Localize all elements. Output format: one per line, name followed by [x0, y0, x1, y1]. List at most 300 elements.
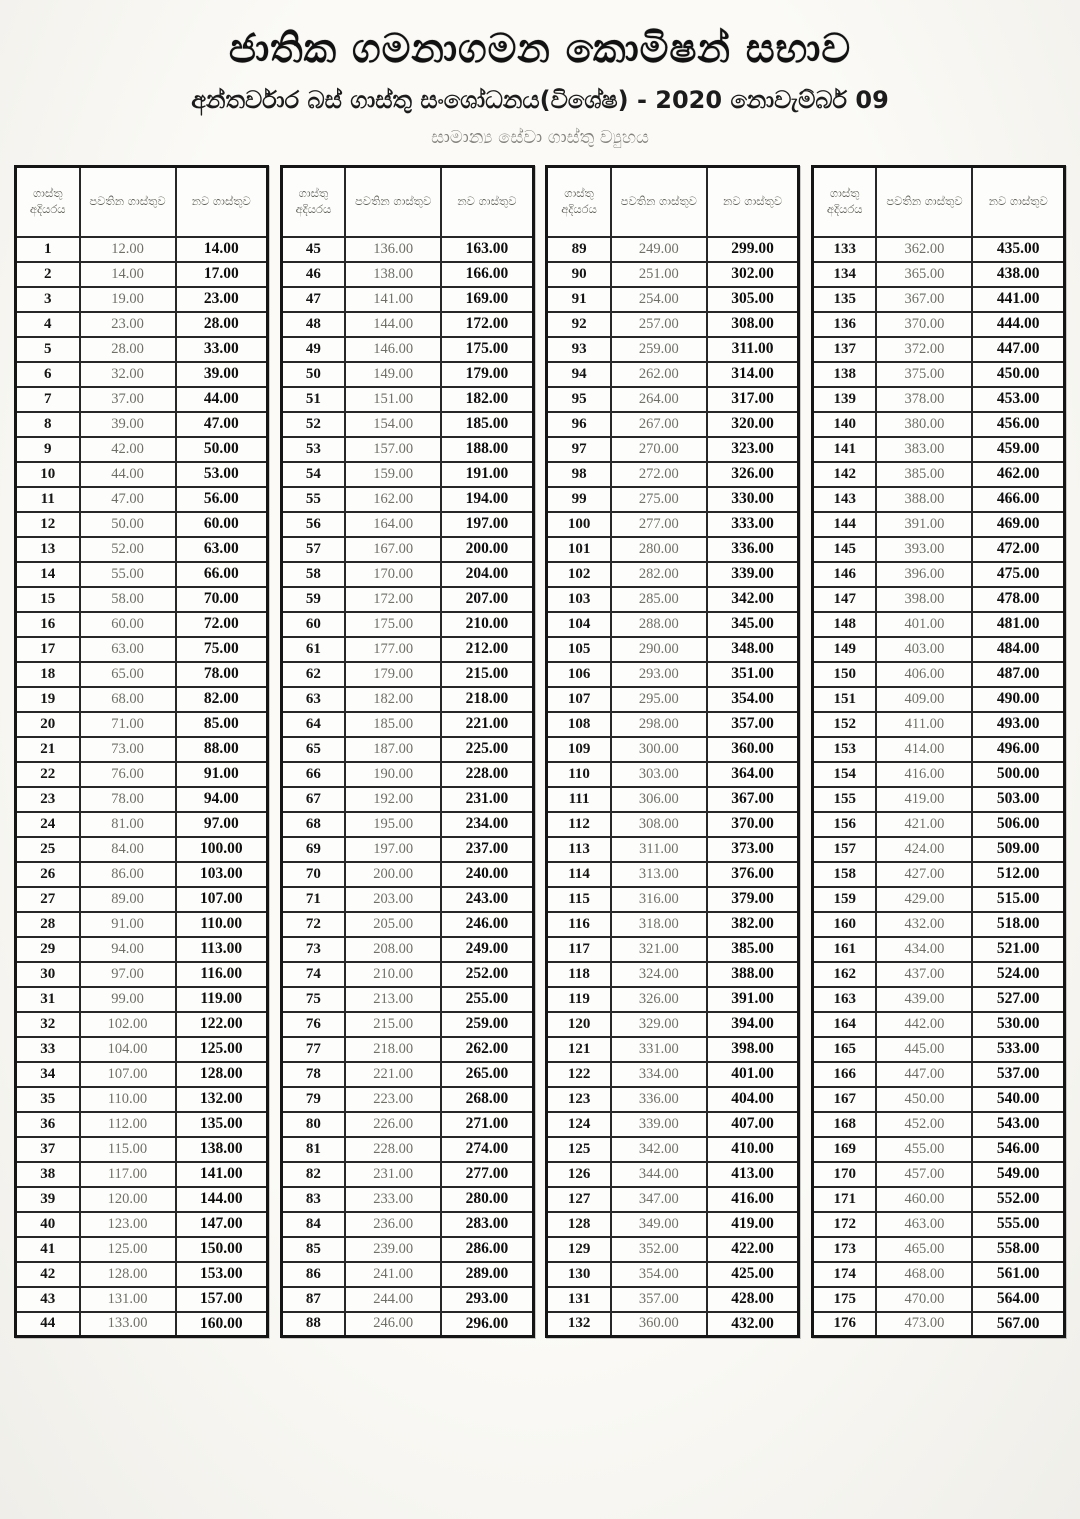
- table-row: [812, 1212, 1064, 1237]
- table-row: [547, 762, 799, 787]
- current-fare-cell: 445.00: [876, 1037, 972, 1062]
- current-fare-cell: 311.00: [611, 837, 707, 862]
- current-fare-cell: 367.00: [876, 287, 972, 312]
- table-row: [547, 1262, 799, 1287]
- new-fare-cell: 453.00: [972, 387, 1064, 412]
- stage-cell: 65: [281, 737, 345, 762]
- new-fare-cell: 157.00: [176, 1287, 268, 1312]
- new-fare-cell: 119.00: [176, 987, 268, 1012]
- stage-cell: 21: [16, 737, 80, 762]
- new-fare-cell: 410.00: [707, 1137, 799, 1162]
- table-row: [547, 1112, 799, 1137]
- table-row: [16, 612, 268, 637]
- current-fare-cell: 298.00: [611, 712, 707, 737]
- table-row: [281, 462, 533, 487]
- current-fare-cell: 396.00: [876, 562, 972, 587]
- stage-cell: 112: [547, 812, 611, 837]
- new-fare-cell: 191.00: [441, 462, 533, 487]
- current-fare-cell: 233.00: [345, 1187, 441, 1212]
- new-fare-cell: 179.00: [441, 362, 533, 387]
- table-row: [812, 712, 1064, 737]
- new-fare-cell: 305.00: [707, 287, 799, 312]
- new-fare-cell: 249.00: [441, 937, 533, 962]
- stage-cell: 91: [547, 287, 611, 312]
- new-fare-cell: 53.00: [176, 462, 268, 487]
- table-row: [16, 987, 268, 1012]
- current-fare-cell: 55.00: [80, 562, 176, 587]
- current-fare-cell: 125.00: [80, 1237, 176, 1262]
- table-row: [812, 1287, 1064, 1312]
- stage-cell: 153: [812, 737, 876, 762]
- table-row: [812, 237, 1064, 262]
- stage-cell: 125: [547, 1137, 611, 1162]
- new-fare-cell: 385.00: [707, 937, 799, 962]
- current-fare-cell: 102.00: [80, 1012, 176, 1037]
- stage-cell: 156: [812, 812, 876, 837]
- current-fare-cell: 463.00: [876, 1212, 972, 1237]
- new-fare-cell: 487.00: [972, 662, 1064, 687]
- table-row: [547, 937, 799, 962]
- new-fare-cell: 354.00: [707, 687, 799, 712]
- current-fare-cell: 339.00: [611, 1112, 707, 1137]
- stage-cell: 171: [812, 1187, 876, 1212]
- current-fare-cell: 411.00: [876, 712, 972, 737]
- table-row: [547, 712, 799, 737]
- stage-cell: 120: [547, 1012, 611, 1037]
- table-row: [812, 312, 1064, 337]
- new-fare-cell: 234.00: [441, 812, 533, 837]
- table-row: [281, 1312, 533, 1337]
- current-fare-cell: 58.00: [80, 587, 176, 612]
- new-fare-cell: 252.00: [441, 962, 533, 987]
- current-fare-cell: 167.00: [345, 537, 441, 562]
- stage-cell: 161: [812, 937, 876, 962]
- new-fare-cell: 472.00: [972, 537, 1064, 562]
- table-row: [812, 287, 1064, 312]
- current-fare-cell: 76.00: [80, 762, 176, 787]
- table-row: [547, 837, 799, 862]
- table-row: [16, 537, 268, 562]
- current-fare-cell: 329.00: [611, 1012, 707, 1037]
- stage-cell: 164: [812, 1012, 876, 1037]
- stage-cell: 93: [547, 337, 611, 362]
- current-fare-cell: 272.00: [611, 462, 707, 487]
- new-fare-cell: 215.00: [441, 662, 533, 687]
- stage-cell: 29: [16, 937, 80, 962]
- current-fare-cell: 344.00: [611, 1162, 707, 1187]
- current-fare-cell: 151.00: [345, 387, 441, 412]
- current-fare-cell: 437.00: [876, 962, 972, 987]
- table-row: [16, 912, 268, 937]
- header-row: [281, 167, 533, 237]
- stage-cell: 113: [547, 837, 611, 862]
- current-fare-cell: 99.00: [80, 987, 176, 1012]
- stage-cell: 138: [812, 362, 876, 387]
- table-row: [812, 862, 1064, 887]
- table-row: [281, 812, 533, 837]
- new-fare-cell: 348.00: [707, 637, 799, 662]
- current-fare-cell: 146.00: [345, 337, 441, 362]
- new-fare-cell: 425.00: [707, 1262, 799, 1287]
- new-fare-cell: 175.00: [441, 337, 533, 362]
- new-fare-cell: 367.00: [707, 787, 799, 812]
- table-row: [16, 687, 268, 712]
- table-row: [281, 412, 533, 437]
- new-fare-cell: 153.00: [176, 1262, 268, 1287]
- table-row: [547, 587, 799, 612]
- table-row: [16, 387, 268, 412]
- new-fare-cell: 441.00: [972, 287, 1064, 312]
- stage-cell: 16: [16, 612, 80, 637]
- stage-cell: 128: [547, 1212, 611, 1237]
- current-fare-cell: 78.00: [80, 787, 176, 812]
- new-fare-cell: 246.00: [441, 912, 533, 937]
- table-row: [812, 962, 1064, 987]
- column-header: නව ගාස්තුව: [972, 167, 1064, 237]
- new-fare-cell: 401.00: [707, 1062, 799, 1087]
- current-fare-cell: 370.00: [876, 312, 972, 337]
- new-fare-cell: 116.00: [176, 962, 268, 987]
- new-fare-cell: 521.00: [972, 937, 1064, 962]
- stage-cell: 20: [16, 712, 80, 737]
- current-fare-cell: 179.00: [345, 662, 441, 687]
- table-row: [547, 1012, 799, 1037]
- table-row: [16, 1312, 268, 1337]
- table-row: [281, 987, 533, 1012]
- current-fare-cell: 175.00: [345, 612, 441, 637]
- table-row: [547, 437, 799, 462]
- new-fare-cell: 231.00: [441, 787, 533, 812]
- table-row: [281, 362, 533, 387]
- stage-cell: 98: [547, 462, 611, 487]
- current-fare-cell: 117.00: [80, 1162, 176, 1187]
- current-fare-cell: 205.00: [345, 912, 441, 937]
- current-fare-cell: 406.00: [876, 662, 972, 687]
- stage-cell: 17: [16, 637, 80, 662]
- table-row: [547, 1237, 799, 1262]
- column-header: පවතින ගාස්තුව: [345, 167, 441, 237]
- current-fare-cell: 288.00: [611, 612, 707, 637]
- table-row: [547, 612, 799, 637]
- table-row: [812, 812, 1064, 837]
- current-fare-cell: 316.00: [611, 887, 707, 912]
- new-fare-cell: 237.00: [441, 837, 533, 862]
- table-row: [16, 662, 268, 687]
- new-fare-cell: 475.00: [972, 562, 1064, 587]
- current-fare-cell: 460.00: [876, 1187, 972, 1212]
- stage-cell: 174: [812, 1262, 876, 1287]
- new-fare-cell: 14.00: [176, 237, 268, 262]
- table-row: [16, 1062, 268, 1087]
- current-fare-cell: 432.00: [876, 912, 972, 937]
- stage-cell: 123: [547, 1087, 611, 1112]
- table-row: [16, 862, 268, 887]
- stage-cell: 40: [16, 1212, 80, 1237]
- stage-cell: 41: [16, 1237, 80, 1262]
- stage-cell: 155: [812, 787, 876, 812]
- table-row: [16, 437, 268, 462]
- current-fare-cell: 424.00: [876, 837, 972, 862]
- current-fare-cell: 50.00: [80, 512, 176, 537]
- stage-cell: 145: [812, 537, 876, 562]
- column-header: පවතින ගාස්තුව: [611, 167, 707, 237]
- new-fare-cell: 388.00: [707, 962, 799, 987]
- stage-cell: 87: [281, 1287, 345, 1312]
- new-fare-cell: 537.00: [972, 1062, 1064, 1087]
- stage-cell: 10: [16, 462, 80, 487]
- new-fare-cell: 428.00: [707, 1287, 799, 1312]
- page-subtitle: අන්තර්වාර බස් ගාස්තු සංශෝධනය(විශේෂ) - 2020 නොවැම්බර් 09: [191, 86, 889, 114]
- column-header: නව ගාස්තුව: [176, 167, 268, 237]
- current-fare-cell: 63.00: [80, 637, 176, 662]
- current-fare-cell: 231.00: [345, 1162, 441, 1187]
- current-fare-cell: 313.00: [611, 862, 707, 887]
- table-row: [281, 1262, 533, 1287]
- table-row: [812, 687, 1064, 712]
- table-row: [547, 562, 799, 587]
- current-fare-cell: 52.00: [80, 537, 176, 562]
- current-fare-cell: 452.00: [876, 1112, 972, 1137]
- new-fare-cell: 210.00: [441, 612, 533, 637]
- table-row: [812, 562, 1064, 587]
- current-fare-cell: 360.00: [611, 1312, 707, 1337]
- stage-cell: 110: [547, 762, 611, 787]
- stage-cell: 147: [812, 587, 876, 612]
- table-row: [812, 637, 1064, 662]
- table-row: [547, 737, 799, 762]
- new-fare-cell: 533.00: [972, 1037, 1064, 1062]
- table-row: [281, 1212, 533, 1237]
- new-fare-cell: 97.00: [176, 812, 268, 837]
- current-fare-cell: 60.00: [80, 612, 176, 637]
- current-fare-cell: 331.00: [611, 1037, 707, 1062]
- table-row: [812, 387, 1064, 412]
- stage-cell: 99: [547, 487, 611, 512]
- current-fare-cell: 228.00: [345, 1137, 441, 1162]
- table-row: [16, 712, 268, 737]
- stage-cell: 74: [281, 962, 345, 987]
- current-fare-cell: 89.00: [80, 887, 176, 912]
- table-row: [547, 962, 799, 987]
- new-fare-cell: 515.00: [972, 887, 1064, 912]
- stage-cell: 7: [16, 387, 80, 412]
- table-row: [547, 1087, 799, 1112]
- table-row: [281, 762, 533, 787]
- table-row: [281, 662, 533, 687]
- stage-cell: 159: [812, 887, 876, 912]
- stage-cell: 136: [812, 312, 876, 337]
- stage-cell: 67: [281, 787, 345, 812]
- stage-cell: 133: [812, 237, 876, 262]
- table-row: [812, 937, 1064, 962]
- table-row: [812, 1187, 1064, 1212]
- table-row: [16, 812, 268, 837]
- current-fare-cell: 190.00: [345, 762, 441, 787]
- new-fare-cell: 555.00: [972, 1212, 1064, 1237]
- current-fare-cell: 68.00: [80, 687, 176, 712]
- stage-cell: 175: [812, 1287, 876, 1312]
- stage-cell: 38: [16, 1162, 80, 1187]
- new-fare-cell: 60.00: [176, 512, 268, 537]
- table-row: [547, 812, 799, 837]
- stage-cell: 157: [812, 837, 876, 862]
- column-header: නව ගාස්තුව: [441, 167, 533, 237]
- table-row: [547, 387, 799, 412]
- table-row: [281, 237, 533, 262]
- stage-cell: 47: [281, 287, 345, 312]
- table-row: [281, 487, 533, 512]
- new-fare-cell: 373.00: [707, 837, 799, 862]
- new-fare-cell: 78.00: [176, 662, 268, 687]
- new-fare-cell: 94.00: [176, 787, 268, 812]
- new-fare-cell: 63.00: [176, 537, 268, 562]
- current-fare-cell: 388.00: [876, 487, 972, 512]
- table-row: [281, 737, 533, 762]
- table-row: [281, 1037, 533, 1062]
- table-row: [16, 962, 268, 987]
- stage-cell: 13: [16, 537, 80, 562]
- stage-cell: 83: [281, 1187, 345, 1212]
- stage-cell: 106: [547, 662, 611, 687]
- new-fare-cell: 103.00: [176, 862, 268, 887]
- stage-cell: 63: [281, 687, 345, 712]
- table-row: [16, 1087, 268, 1112]
- table-row: [16, 1037, 268, 1062]
- current-fare-cell: 372.00: [876, 337, 972, 362]
- new-fare-cell: 326.00: [707, 462, 799, 487]
- new-fare-cell: 218.00: [441, 687, 533, 712]
- stage-cell: 37: [16, 1137, 80, 1162]
- current-fare-cell: 107.00: [80, 1062, 176, 1087]
- table-row: [547, 1137, 799, 1162]
- stage-cell: 25: [16, 837, 80, 862]
- stage-cell: 70: [281, 862, 345, 887]
- stage-cell: 130: [547, 1262, 611, 1287]
- stage-cell: 94: [547, 362, 611, 387]
- stage-cell: 62: [281, 662, 345, 687]
- current-fare-cell: 86.00: [80, 862, 176, 887]
- table-row: [812, 1062, 1064, 1087]
- new-fare-cell: 466.00: [972, 487, 1064, 512]
- table-row: [547, 787, 799, 812]
- table-row: [281, 1012, 533, 1037]
- new-fare-cell: 110.00: [176, 912, 268, 937]
- current-fare-cell: 306.00: [611, 787, 707, 812]
- current-fare-cell: 226.00: [345, 1112, 441, 1137]
- stage-cell: 12: [16, 512, 80, 537]
- current-fare-cell: 241.00: [345, 1262, 441, 1287]
- table-row: [281, 912, 533, 937]
- stage-cell: 31: [16, 987, 80, 1012]
- stage-cell: 23: [16, 787, 80, 812]
- new-fare-cell: 207.00: [441, 587, 533, 612]
- new-fare-cell: 500.00: [972, 762, 1064, 787]
- stage-cell: 32: [16, 1012, 80, 1037]
- stage-cell: 90: [547, 262, 611, 287]
- stage-cell: 42: [16, 1262, 80, 1287]
- stage-cell: 103: [547, 587, 611, 612]
- table-row: [812, 612, 1064, 637]
- current-fare-cell: 244.00: [345, 1287, 441, 1312]
- current-fare-cell: 439.00: [876, 987, 972, 1012]
- table-row: [547, 287, 799, 312]
- new-fare-cell: 197.00: [441, 512, 533, 537]
- stage-cell: 151: [812, 687, 876, 712]
- table-row: [812, 462, 1064, 487]
- table-row: [281, 337, 533, 362]
- new-fare-cell: 132.00: [176, 1087, 268, 1112]
- stage-cell: 28: [16, 912, 80, 937]
- table-row: [547, 1037, 799, 1062]
- table-row: [16, 1112, 268, 1137]
- stage-cell: 61: [281, 637, 345, 662]
- new-fare-cell: 286.00: [441, 1237, 533, 1262]
- table-row: [812, 512, 1064, 537]
- current-fare-cell: 300.00: [611, 737, 707, 762]
- stage-cell: 46: [281, 262, 345, 287]
- table-row: [812, 1087, 1064, 1112]
- current-fare-cell: 128.00: [80, 1262, 176, 1287]
- new-fare-cell: 549.00: [972, 1162, 1064, 1187]
- new-fare-cell: 72.00: [176, 612, 268, 637]
- current-fare-cell: 383.00: [876, 437, 972, 462]
- table-row: [547, 1162, 799, 1187]
- stage-cell: 173: [812, 1237, 876, 1262]
- current-fare-cell: 357.00: [611, 1287, 707, 1312]
- table-row: [547, 1187, 799, 1212]
- stage-cell: 109: [547, 737, 611, 762]
- new-fare-cell: 506.00: [972, 812, 1064, 837]
- new-fare-cell: 44.00: [176, 387, 268, 412]
- stage-cell: 118: [547, 962, 611, 987]
- table-row: [281, 962, 533, 987]
- new-fare-cell: 512.00: [972, 862, 1064, 887]
- table-row: [16, 1237, 268, 1262]
- new-fare-cell: 493.00: [972, 712, 1064, 737]
- stage-cell: 135: [812, 287, 876, 312]
- table-row: [812, 1037, 1064, 1062]
- table-row: [812, 412, 1064, 437]
- new-fare-cell: 88.00: [176, 737, 268, 762]
- new-fare-cell: 204.00: [441, 562, 533, 587]
- new-fare-cell: 379.00: [707, 887, 799, 912]
- new-fare-cell: 496.00: [972, 737, 1064, 762]
- table-row: [16, 462, 268, 487]
- stage-cell: 152: [812, 712, 876, 737]
- new-fare-cell: 277.00: [441, 1162, 533, 1187]
- new-fare-cell: 188.00: [441, 437, 533, 462]
- new-fare-cell: 91.00: [176, 762, 268, 787]
- new-fare-cell: 438.00: [972, 262, 1064, 287]
- stage-cell: 142: [812, 462, 876, 487]
- stage-cell: 8: [16, 412, 80, 437]
- stage-cell: 172: [812, 1212, 876, 1237]
- table-row: [16, 512, 268, 537]
- current-fare-cell: 324.00: [611, 962, 707, 987]
- current-fare-cell: 336.00: [611, 1087, 707, 1112]
- stage-cell: 27: [16, 887, 80, 912]
- stage-cell: 6: [16, 362, 80, 387]
- current-fare-cell: 280.00: [611, 537, 707, 562]
- stage-cell: 148: [812, 612, 876, 637]
- stage-cell: 36: [16, 1112, 80, 1137]
- stage-cell: 66: [281, 762, 345, 787]
- table-row: [812, 362, 1064, 387]
- stage-cell: 81: [281, 1137, 345, 1162]
- current-fare-cell: 19.00: [80, 287, 176, 312]
- table-row: [547, 412, 799, 437]
- new-fare-cell: 404.00: [707, 1087, 799, 1112]
